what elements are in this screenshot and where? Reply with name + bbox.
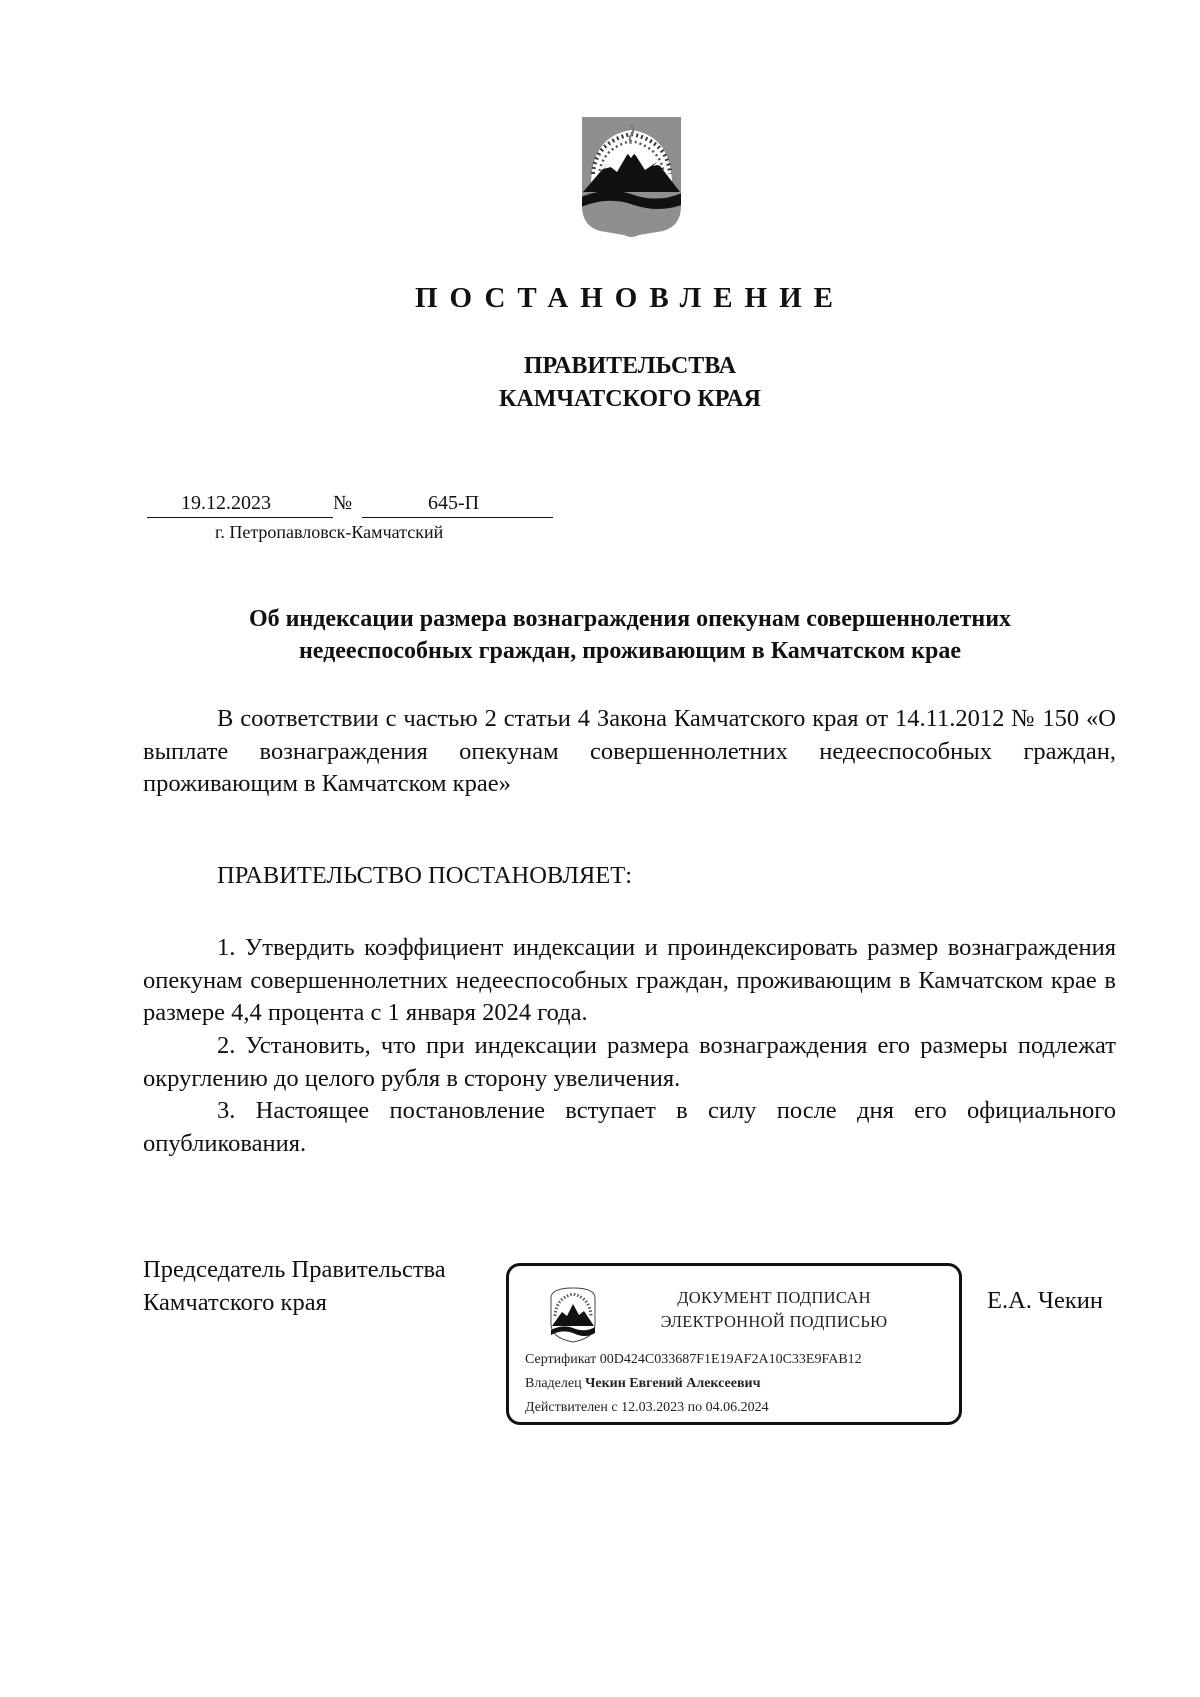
preamble-paragraph: В соответствии с частью 2 статьи 4 Закона Камчатского края от 14.11.2012 № 150 «О выплате вознаграждения опекунам совершеннолетних недееспособных граждан, проживающим в Камчатском крае» xyxy=(143,705,1116,797)
valid-label: Действителен с xyxy=(525,1400,618,1415)
valid-from: 12.03.2023 xyxy=(621,1400,685,1415)
owner-label: Владелец xyxy=(525,1376,582,1391)
issuer-line-2: КАМЧАТСКОГО КРАЯ xyxy=(498,386,762,412)
issuer-line-1: ПРАВИТЕЛЬСТВА xyxy=(523,353,737,379)
decree-heading: ПРАВИТЕЛЬСТВО ПОСТАНОВЛЯЕТ: xyxy=(217,862,633,889)
stamp-header-line-1: ДОКУМЕНТ ПОДПИСАН xyxy=(677,1288,871,1307)
item-1: 1. Утвердить коэффициент индексации и проиндексировать размер вознаграждения опекунам совершеннолетних недееспособных граждан, проживающим в Камчатском крае в размере 4,4 процента с 1 января 2024 года. xyxy=(143,934,1116,1026)
stamp-coat-of-arms-icon xyxy=(547,1286,599,1344)
stamp-owner xyxy=(525,1376,760,1392)
document-title xyxy=(150,603,1110,667)
number-sign: № xyxy=(333,492,353,514)
number-underline xyxy=(362,517,553,518)
signatory-position xyxy=(143,1253,446,1319)
signatory-position-line-2: Камчатского края xyxy=(143,1289,327,1316)
city: г. Петропавловск-Камчатский xyxy=(215,522,444,542)
title-line-2: недееспособных граждан, проживающим в Камчатском крае xyxy=(298,638,962,664)
document-date: 19.12.2023 xyxy=(181,492,271,514)
signatory-name: Е.А. Чекин xyxy=(987,1287,1103,1314)
electronic-signature-stamp xyxy=(506,1263,962,1425)
document-type-heading: ПОСТАНОВЛЕНИЕ xyxy=(414,282,845,314)
valid-to: 04.06.2024 xyxy=(705,1400,769,1415)
stamp-header-line-2: ЭЛЕКТРОННОЙ ПОДПИСЬЮ xyxy=(660,1312,888,1331)
title-line-1: Об индексации размера вознаграждения опекунам совершеннолетних xyxy=(248,606,1012,632)
certificate-value: 00D424C033687F1E19AF2A10C33E9FAB12 xyxy=(599,1352,862,1367)
item-2: 2. Установить, что при индексации размера вознаграждения его размеры подлежат округлению до целого рубля в сторону увеличения. xyxy=(143,1032,1116,1092)
item-3: 3. Настоящее постановление вступает в силу после дня его официального опубликования. xyxy=(143,1097,1116,1157)
stamp-validity xyxy=(525,1400,769,1416)
owner-value: Чекин Евгений Алексеевич xyxy=(585,1376,761,1391)
document-number: 645-П xyxy=(428,492,480,514)
valid-to-label: по xyxy=(687,1400,703,1415)
date-underline xyxy=(147,517,333,518)
certificate-label: Сертификат xyxy=(525,1352,597,1367)
stamp-certificate xyxy=(525,1352,862,1368)
signatory-position-line-1: Председатель Правительства xyxy=(143,1256,446,1283)
coat-of-arms-icon xyxy=(579,114,684,244)
